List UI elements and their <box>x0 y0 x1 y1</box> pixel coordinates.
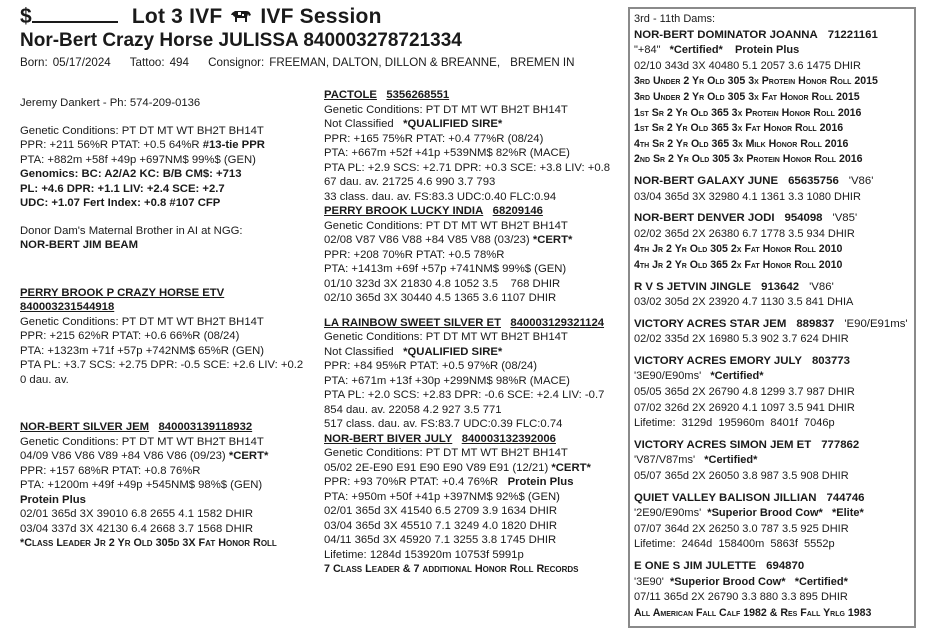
biver-protein: Protein Plus <box>507 476 574 488</box>
dam-cert: *CERT* <box>228 450 269 462</box>
dam-entry-line <box>634 590 912 606</box>
dam-entry-line <box>634 522 912 538</box>
dam-entry-reg: 71221161 <box>827 28 878 41</box>
dam-entry-line <box>634 506 912 522</box>
dam-entry-name: QUIET VALLEY BALISON JILLIAN <box>634 491 817 504</box>
sire-genetic: Genetic Conditions: PT DT MT WT BH2T BH14T <box>20 315 264 328</box>
dam-entry-reg: 777862 <box>821 438 860 451</box>
biver-genetic: Genetic Conditions: PT DT MT WT BH2T BH14T <box>324 447 568 459</box>
india-reg: 68209146 <box>492 205 543 217</box>
dam-entry-line <box>634 575 912 591</box>
dam-entry-line <box>634 453 912 469</box>
dam-entry-designation: *Superior Brood Cow* *Elite* <box>707 507 864 520</box>
india-genetic: Genetic Conditions: PT DT MT WT BH2T BH14T <box>324 219 568 232</box>
ppr-line <box>20 138 310 153</box>
lot-header <box>20 4 591 69</box>
dam-entry-designation: *Certified* Protein Plus <box>669 44 800 57</box>
silver-genetic: Genetic Conditions: PT DT MT WT BH2T BH14T <box>324 331 568 343</box>
column-pedigree <box>324 88 622 577</box>
brother-name: NOR-BERT JIM BEAM <box>20 239 138 251</box>
dam-entry-reg: 744746 <box>826 491 865 504</box>
dam-entry-text: 07/02 326d 2X 26920 4.1 1097 3.5 941 DHIR <box>634 401 855 414</box>
dam-entry-text: Lifetime: 3129d 195960m 8401f 7046p <box>634 417 835 430</box>
pactole-genetic: Genetic Conditions: PT DT MT WT BH2T BH14T <box>324 103 568 116</box>
dam-entry-reg: 803773 <box>811 354 850 367</box>
dam-entry-text: 'V87/V87ms' <box>634 454 705 467</box>
dam-honor: *Class Leader Jr 2 Yr Old 305d 3X Fat Honor Roll <box>20 537 277 549</box>
biver-record-3: 04/11 365d 3X 45920 7.1 3255 3.8 1745 DHIR <box>324 534 557 546</box>
dam-record-2: 03/04 337d 3X 42130 6.4 2668 3.7 1568 DHIR <box>20 522 254 535</box>
dam-entry-classification: 'V85' <box>832 212 858 225</box>
dam-entry-name: R V S JETVIN JINGLE <box>634 280 752 293</box>
dam-entry-name: VICTORY ACRES SIMON JEM ET <box>634 438 812 451</box>
pta-line: PTA: +882m +58f +49p +697NM$ 99%$ (GEN) <box>20 153 256 166</box>
genomics-line: Genomics: BC: A2/A2 KC: B/B CM$: +713 <box>20 168 242 180</box>
dam-pta: PTA: +1200m +49f +49p +545NM$ 98%$ (GEN) <box>20 479 263 491</box>
pactole-pta: PTA: +667m +52f +41p +539NM$ 82%R (MACE) <box>324 147 570 159</box>
dam-entry-classification: 'V86' <box>848 174 874 187</box>
dam-entry-honor: 1st Sr 2 Yr Old 365 3x Fat Honor Roll 2016 <box>634 122 844 135</box>
udc-line: UDC: +1.07 Fert Index: +0.8 #107 CFP <box>20 197 221 209</box>
dam-entry-line <box>634 227 912 243</box>
dam-entry-line <box>634 295 912 311</box>
pl-line: PL: +4.6 DPR: +1.1 LIV: +2.4 SCE: +2.7 <box>20 182 225 195</box>
biver-ppr-text: PPR: +93 70%R PTAT: +0.4 76%R <box>324 476 499 488</box>
animal-name: Nor-Bert Crazy Horse JULISSA <box>20 30 299 51</box>
dam-entry-header <box>634 211 912 227</box>
animal-reg: 840003278721334 <box>303 30 462 51</box>
column-dams <box>634 12 912 621</box>
silver-class <box>324 345 622 360</box>
pactole-name: PACTOLE <box>324 89 377 101</box>
dam-entry-honor: 2nd Sr 2 Yr Old 305 3x Protein Honor Roll 2016 <box>634 153 863 166</box>
silver-ptapl: PTA PL: +2.0 SCS: +2.83 DPR: -0.6 SCE: +2.4 LIV: -0.7 <box>324 389 605 401</box>
dam-record-1: 02/01 365d 3X 39010 6.8 2655 4.1 1582 DHIR <box>20 508 254 520</box>
price-blank[interactable] <box>32 4 118 23</box>
dam-entry-line <box>634 401 912 417</box>
silver-class-text: Not Classified <box>324 345 394 358</box>
dam-entry-header <box>634 438 912 454</box>
dam-name: NOR-BERT SILVER JEM <box>20 421 150 433</box>
dam-entry-name: VICTORY ACRES STAR JEM <box>634 317 787 330</box>
india-record-2: 02/10 365d 3X 30440 4.5 1365 3.6 1107 DHIR <box>324 292 557 304</box>
india-pta: PTA: +1413m +69f +57p +741NM$ 99%$ (GEN) <box>324 263 567 275</box>
consignor-label: Consignor: <box>208 56 265 69</box>
lot-number: Lot 3 IVF <box>131 5 223 28</box>
pactole-class-text: Not Classified <box>324 118 394 130</box>
dam-protein: Protein Plus <box>20 493 86 506</box>
cow-icon <box>230 9 252 23</box>
animal-name-line <box>20 30 591 52</box>
dam-entry <box>634 438 912 485</box>
india-ppr: PPR: +208 70%R PTAT: +0.5 78%R <box>324 248 505 261</box>
dam-entry-line <box>634 537 912 553</box>
biver-honor: 7 Class Leader & 7 additional Honor Roll Records <box>324 563 579 575</box>
dam-entry-text: 03/04 365d 3X 32980 4.1 1361 3.3 1080 DHIR <box>634 190 861 203</box>
dam-entry <box>634 174 912 205</box>
dam-entry-text: 02/10 343d 3X 40480 5.1 2057 3.6 1475 DHIR <box>634 59 861 72</box>
consignor-location: BREMEN IN <box>510 56 575 69</box>
dam-entry-header <box>634 317 912 333</box>
biver-reg: 840003132392006 <box>461 432 556 445</box>
dam-entry-reg: 913642 <box>761 280 800 293</box>
biver-lifetime: Lifetime: 1284d 153920m 10753f 5991p <box>324 548 524 561</box>
dam-entry-name: NOR-BERT GALAXY JUNE <box>634 174 779 187</box>
sire-ptapl: PTA PL: +3.7 SCS: +2.75 DPR: -0.5 SCE: +2.6 LIV: +0.2 <box>20 359 304 371</box>
india-name: PERRY BROOK LUCKY INDIA <box>324 205 484 217</box>
dam-entry <box>634 280 912 311</box>
dam-entry-header <box>634 491 912 507</box>
dam-entry-line <box>634 416 912 432</box>
biver-record-2: 03/04 365d 3X 45510 7.1 3249 4.0 1820 DHIR <box>324 519 558 532</box>
sire-name: PERRY BROOK P CRAZY HORSE ETV <box>20 286 225 299</box>
dam-entry-name: NOR-BERT DENVER JODI <box>634 212 775 225</box>
dam-entry-line <box>634 385 912 401</box>
dam-entry-reg: 694870 <box>766 560 805 572</box>
dam-header <box>20 420 310 435</box>
dam-entry-honor: 4th Sr 2 Yr Old 365 3x Milk Honor Roll 2016 <box>634 137 849 150</box>
pactole-ppr: PPR: +165 75%R PTAT: +0.4 77%R (08/24) <box>324 132 544 145</box>
consignor-field <box>208 56 574 69</box>
dam-entry-line <box>634 332 912 348</box>
price-symbol: $ <box>20 5 32 28</box>
dam-entry-text: 05/05 365d 2X 26790 4.8 1299 3.7 987 DHIR <box>634 386 855 399</box>
dam-entry-designation: *Certified* <box>704 454 758 467</box>
born-value: 05/17/2024 <box>52 56 111 69</box>
pactole-ptapl: PTA PL: +2.9 SCS: +2.71 DPR: +0.3 SCE: +3.8 LIV: +0.8 <box>324 161 611 174</box>
dam-entry-honor: 1st Sr 2 Yr Old 365 3x Protein Honor Roll 2016 <box>634 106 862 119</box>
biver-name: NOR-BERT BIVER JULY <box>324 432 453 445</box>
biver-ppr <box>324 475 622 490</box>
silver-class-dau: 517 class. dau. av. FS:83.7 UDC:0.39 FLC:0.74 <box>324 418 563 430</box>
india-record-1: 01/10 323d 3X 21830 4.8 1052 3.5 768 DHIR <box>324 277 561 290</box>
biver-classif-text: 05/02 2E-E90 E91 E90 E90 V89 E91 (12/21) <box>324 461 549 474</box>
dam-classif <box>20 449 310 464</box>
dam-entry-header <box>634 559 912 575</box>
dam-entry-header <box>634 354 912 370</box>
column-animal-info <box>20 96 310 551</box>
dam-entry-honor: 4th Jr 2 Yr Old 365 2x Fat Honor Roll 2010 <box>634 258 843 271</box>
tattoo-field <box>130 56 189 69</box>
silver-dau: 854 dau. av. 22058 4.2 927 3.5 771 <box>324 403 502 416</box>
dam-entry-text: 03/02 305d 2X 23920 4.7 1130 3.5 841 DHIA <box>634 296 854 309</box>
india-classif-text: 02/08 V87 V86 V88 +84 V85 V88 (03/23) <box>324 234 530 246</box>
india-header <box>324 204 622 219</box>
dam-entry-honor: 4th Jr 2 Yr Old 305 2x Fat Honor Roll 2010 <box>634 243 843 256</box>
pactole-class <box>324 117 622 132</box>
india-classif <box>324 233 622 248</box>
born-field <box>20 56 111 69</box>
dam-entry-honor: 3rd Under 2 Yr Old 305 3x Protein Honor Roll 2015 <box>634 75 878 88</box>
silver-pta: PTA: +671m +13f +30p +299NM$ 98%R (MACE) <box>324 374 570 387</box>
dam-entry <box>634 317 912 348</box>
silver-header <box>324 316 622 331</box>
dam-entry-text: 07/07 364d 2X 26250 3.0 787 3.5 925 DHIR <box>634 522 849 535</box>
pactole-qualified: *QUALIFIED SIRE* <box>403 118 503 130</box>
dam-entry-text: '3E90/E90ms' <box>634 370 711 383</box>
consignor-value: FREEMAN, DALTON, DILLON & BREANNE, <box>269 56 501 69</box>
dam-entry-name: NOR-BERT DOMINATOR JOANNA <box>634 28 818 41</box>
pactole-header <box>324 88 622 103</box>
dam-entry-line <box>634 369 912 385</box>
dam-entry <box>634 28 912 168</box>
lot-line <box>20 4 591 29</box>
pactole-dau: 67 dau. av. 21725 4.6 990 3.7 793 <box>324 176 496 188</box>
dam-entry-text: "+84" <box>634 44 670 57</box>
dam-entry-text: 02/02 365d 2X 26380 6.7 1778 3.5 934 DHIR <box>634 227 855 240</box>
pactole-class-dau: 33 class. dau. av. FS:83.3 UDC:0.40 FLC:0.94 <box>324 190 557 203</box>
sire-reg: 840003231544918 <box>20 301 115 313</box>
dam-entry-text: Lifetime: 2464d 158400m 5863f 5552p <box>634 538 835 551</box>
dam-entry-text: '2E90/E90ms' <box>634 507 708 520</box>
silver-ppr: PPR: +84 95%R PTAT: +0.5 97%R (08/24) <box>324 360 538 372</box>
ppr-text: PPR: +211 56%R PTAT: +0.5 64%R <box>20 139 200 151</box>
born-label: Born: <box>20 56 48 69</box>
genetic-conditions: Genetic Conditions: PT DT MT WT BH2T BH14T <box>20 124 264 137</box>
dam-entry-honor: All American Fall Calf 1982 & Res Fall Yrlg 1983 <box>634 606 872 619</box>
dam-entry-name: VICTORY ACRES EMORY JULY <box>634 354 802 367</box>
sire-dau: 0 dau. av. <box>20 373 69 386</box>
dam-ppr: PPR: +157 68%R PTAT: +0.8 76%R <box>20 464 201 477</box>
dam-entry <box>634 211 912 273</box>
biver-pta: PTA: +950m +50f +41p +397NM$ 92%$ (GEN) <box>324 490 560 503</box>
dam-entry-text: 07/11 365d 2X 26790 3.3 880 3.3 895 DHIR <box>634 591 848 604</box>
sire-ppr: PPR: +215 62%R PTAT: +0.6 66%R (08/24) <box>20 330 240 342</box>
dam-reg: 840003139118932 <box>158 421 253 433</box>
dam-entry-text: 02/02 335d 2X 16980 5.3 902 3.7 624 DHIR <box>634 333 849 346</box>
biver-classif <box>324 461 622 476</box>
dams-title: 3rd - 11th Dams: <box>634 13 716 25</box>
tattoo-value: 494 <box>169 56 189 69</box>
dam-entry-reg: 65635756 <box>788 174 839 187</box>
biver-record-1: 02/01 365d 3X 41540 6.5 2709 3.9 1634 DHIR <box>324 505 558 517</box>
dam-entry-header <box>634 174 912 190</box>
dam-entry-classification: 'V86' <box>809 280 834 293</box>
india-cert: *CERT* <box>532 234 573 246</box>
dam-genetic: Genetic Conditions: PT DT MT WT BH2T BH14T <box>20 435 264 448</box>
session-title: IVF Session <box>260 5 382 28</box>
dam-entry-name: E ONE S JIM JULETTE <box>634 560 757 572</box>
brother-label: Donor Dam's Maternal Brother in AI at NGG: <box>20 224 243 237</box>
dam-entry-line <box>634 43 912 59</box>
dam-entry-classification: 'E90/E91ms' <box>844 317 908 330</box>
dam-entry-line <box>634 469 912 485</box>
silver-reg: 840003129321124 <box>510 316 605 329</box>
dam-entry <box>634 559 912 621</box>
biver-header <box>324 432 622 447</box>
sire-pta: PTA: +1323m +71f +57p +742NM$ 65%R (GEN) <box>20 344 265 357</box>
dam-entry-header <box>634 28 912 44</box>
dam-classif-text: 04/09 V86 V86 V89 +84 V86 V86 (09/23) <box>20 450 226 462</box>
biver-cert: *CERT* <box>551 461 591 474</box>
dam-entry <box>634 491 912 553</box>
ppr-rank: #13-tie PPR <box>202 139 265 151</box>
dam-entry-reg: 954098 <box>784 212 823 225</box>
contact-line: Jeremy Dankert - Ph: 574-209-0136 <box>20 97 201 109</box>
dam-entry-designation: *Certified* <box>710 370 764 383</box>
dam-entry-reg: 889837 <box>796 317 835 330</box>
dam-entry-honor: 3rd Under 2 Yr Old 305 3x Fat Honor Roll 2015 <box>634 90 860 103</box>
dam-entry-line <box>634 59 912 75</box>
dam-entry-designation: *Superior Brood Cow* *Certified* <box>670 575 848 588</box>
dams-list <box>634 28 912 622</box>
silver-qualified: *QUALIFIED SIRE* <box>403 345 503 358</box>
dam-entry-text: '3E90' <box>634 575 671 588</box>
tattoo-label: Tattoo: <box>129 56 165 69</box>
dam-entry-text: 05/07 365d 2X 26050 3.8 987 3.5 908 DHIR <box>634 470 849 483</box>
dam-entry-line <box>634 190 912 206</box>
silver-name: LA RAINBOW SWEET SILVER ET <box>324 316 501 329</box>
dam-entry-header <box>634 280 912 296</box>
dam-entry <box>634 354 912 432</box>
animal-meta <box>20 56 591 69</box>
pactole-reg: 5356268551 <box>386 89 450 101</box>
